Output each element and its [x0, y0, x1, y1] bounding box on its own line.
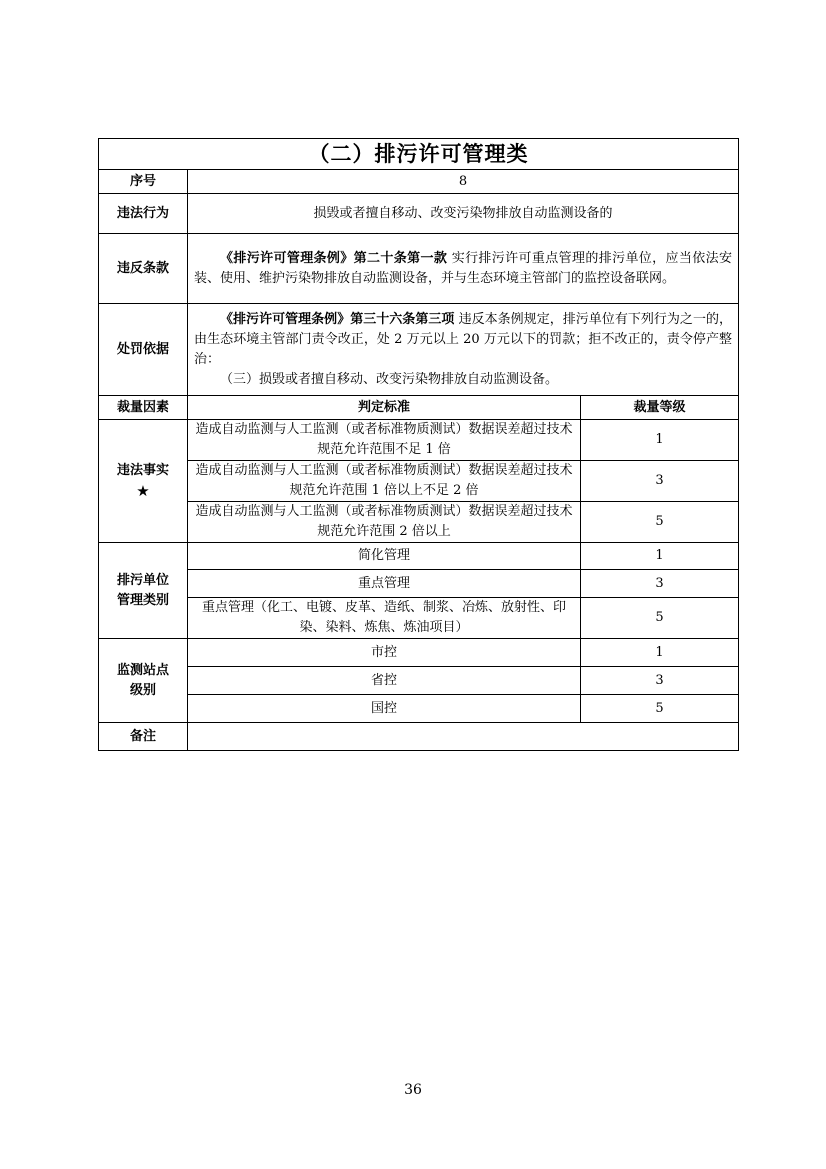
header-standard: 判定标准 — [188, 396, 581, 420]
level-cell: 5 — [581, 695, 739, 723]
level-cell: 5 — [581, 502, 739, 543]
level-cell: 3 — [581, 667, 739, 695]
level-cell: 3 — [581, 570, 739, 598]
header-level: 裁量等级 — [581, 396, 739, 420]
basis-body: 违反本条例规定，排污单位有下列行为之一的，由生态环境主管部门责令改正，处 2 万元以上 20 万元以下的罚款；拒不改正的，责令停产整治： — [194, 311, 733, 367]
level-cell: 1 — [581, 639, 739, 667]
level-cell: 1 — [581, 543, 739, 570]
clause-text — [188, 234, 739, 304]
penalty-table — [98, 138, 739, 751]
star-icon: ★ — [136, 482, 150, 500]
act-label: 违法行为 — [99, 194, 188, 234]
standard-cell: 造成自动监测与人工监测（或者标准物质测试）数据误差超过技术规范允许范围 1 倍以上不足 2 倍 — [188, 461, 581, 502]
standard-cell: 造成自动监测与人工监测（或者标准物质测试）数据误差超过技术规范允许范围 2 倍以上 — [188, 502, 581, 543]
standard-cell: 市控 — [188, 639, 581, 667]
remark-value — [188, 723, 739, 751]
act-value: 损毁或者擅自移动、改变污染物排放自动监测设备的 — [188, 194, 739, 234]
basis-text — [188, 304, 739, 396]
standard-cell: 重点管理（化工、电镀、皮革、造纸、制浆、冶炼、放射性、印染、染料、炼焦、炼油项目） — [188, 598, 581, 639]
factor-label-category: 排污单位 管理类别 — [99, 543, 188, 639]
seq-value: 8 — [188, 170, 739, 194]
seq-label: 序号 — [99, 170, 188, 194]
clause-label: 违反条款 — [99, 234, 188, 304]
clause-ref: 《排污许可管理条例》第二十条第一款 — [220, 250, 448, 266]
page-number: 36 — [404, 1082, 422, 1098]
remark-label: 备注 — [99, 723, 188, 751]
factor-label-fact: 违法事实 ★ — [99, 420, 188, 543]
level-cell: 3 — [581, 461, 739, 502]
standard-cell: 重点管理 — [188, 570, 581, 598]
level-cell: 5 — [581, 598, 739, 639]
table-title: （二）排污许可管理类 — [99, 139, 739, 170]
standard-cell: 简化管理 — [188, 543, 581, 570]
level-cell: 1 — [581, 420, 739, 461]
header-factor: 裁量因素 — [99, 396, 188, 420]
standard-cell: 造成自动监测与人工监测（或者标准物质测试）数据误差超过技术规范允许范围不足 1 倍 — [188, 420, 581, 461]
standard-cell: 国控 — [188, 695, 581, 723]
basis-ref: 《排污许可管理条例》第三十六条第三项 — [220, 311, 455, 327]
basis-item: （三）损毁或者擅自移动、改变污染物排放自动监测设备。 — [220, 371, 559, 387]
clause-body: 实行排污许可重点管理的排污单位，应当依法安装、使用、维护污染物排放自动监测设备，并与生态环境主管部门的监控设备联网。 — [194, 250, 732, 286]
basis-label: 处罚依据 — [99, 304, 188, 396]
standard-cell: 省控 — [188, 667, 581, 695]
factor-label-station: 监测站点 级别 — [99, 639, 188, 723]
